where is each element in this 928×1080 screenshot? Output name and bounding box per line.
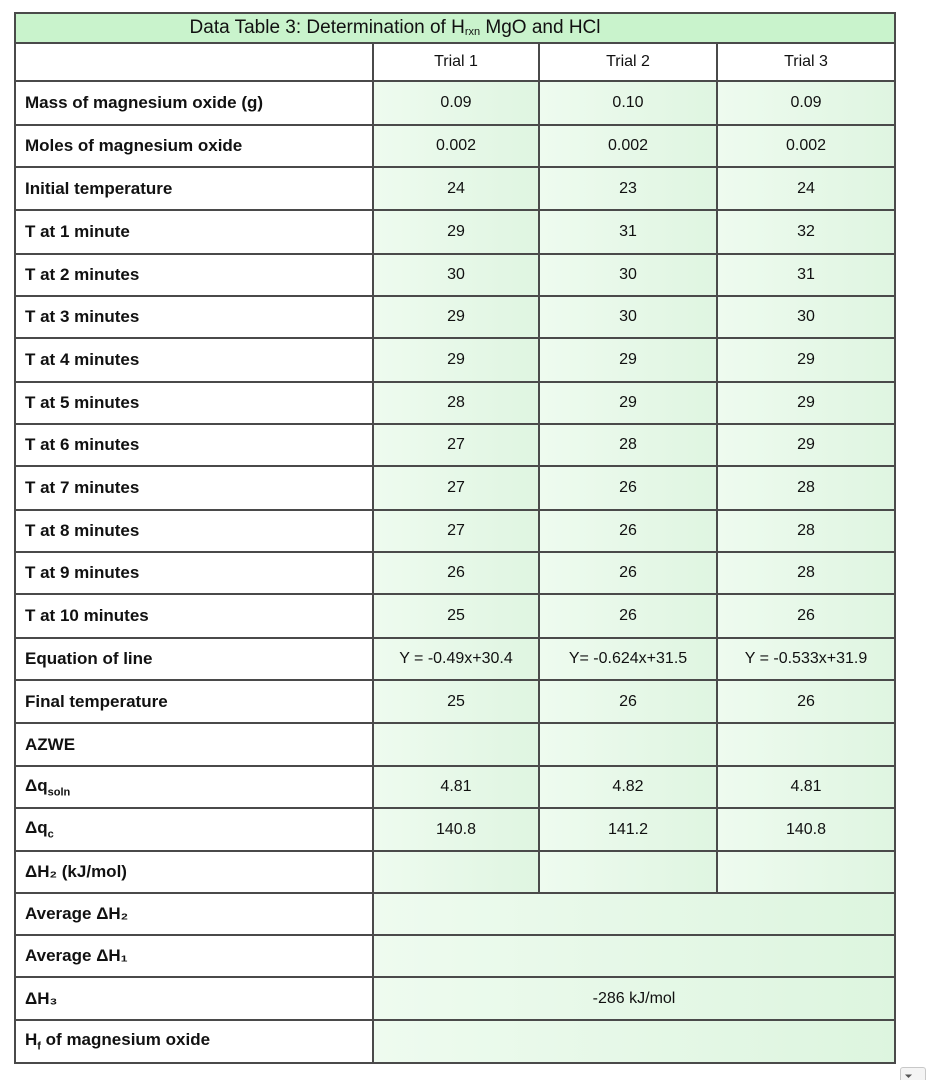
value-cell-trial-1 [373,851,539,893]
row-label-text: T at 1 minute [25,222,130,241]
value-cell-trial-2: 26 [539,680,717,723]
value-cell-trial-2: Y= -0.624x+31.5 [539,638,717,680]
summary-row [15,893,895,935]
row-label-text: T at 7 minutes [25,478,140,497]
table-row [15,382,895,424]
row-label [15,552,373,594]
row-label-text: Average ΔH₂ [25,904,129,923]
table-row [15,338,895,382]
table-row [15,638,895,680]
row-label [15,851,373,893]
value-cell-trial-2: 30 [539,254,717,296]
value-cell-trial-2: 29 [539,382,717,424]
table-row [15,510,895,552]
value-cell-trial-2 [539,851,717,893]
row-label-text: Δq [25,818,48,838]
value-cell-trial-2: 26 [539,466,717,510]
value-cell-trial-2: 26 [539,552,717,594]
row-label [15,935,373,977]
table-row [15,680,895,723]
value-cell-trial-3: 29 [717,424,895,466]
value-cell-trial-1: 27 [373,510,539,552]
row-label [15,167,373,210]
row-label-text: T at 4 minutes [25,350,140,369]
title-row [15,13,895,43]
row-label-suffix: of magnesium oxide [40,1030,211,1050]
row-label [15,466,373,510]
value-cell-trial-1: 29 [373,338,539,382]
value-cell-trial-3: 29 [717,382,895,424]
table-row [15,552,895,594]
value-cell-trial-1: 25 [373,594,539,638]
header-trial-1: Trial 1 [373,43,539,81]
value-cell-trial-1: 26 [373,552,539,594]
value-cell-trial-2: 141.2 [539,808,717,851]
table-row [15,254,895,296]
value-cell-trial-1: 29 [373,210,539,254]
row-label-text: T at 10 minutes [25,606,149,625]
value-cell-trial-3: 0.002 [717,125,895,167]
row-label [15,723,373,766]
summary-row [15,1020,895,1063]
value-cell-trial-1: 24 [373,167,539,210]
value-cell-trial-1: 4.81 [373,766,539,808]
header-trial-3: Trial 3 [717,43,895,81]
value-cell-trial-3: Y = -0.533x+31.9 [717,638,895,680]
row-label-text: T at 9 minutes [25,563,140,582]
row-label-text: T at 6 minutes [25,435,140,454]
row-label [15,680,373,723]
value-cell-trial-1: 28 [373,382,539,424]
header-trial-2: Trial 2 [539,43,717,81]
value-cell-trial-3: 28 [717,510,895,552]
table-row [15,766,895,808]
row-label [15,977,373,1020]
row-label-text: Moles of magnesium oxide [25,136,243,155]
value-cell-trial-3 [717,851,895,893]
value-cell-trial-2 [539,723,717,766]
value-cell-trial-2: 30 [539,296,717,338]
row-label [15,382,373,424]
value-cell-trial-1: 29 [373,296,539,338]
value-cell-trial-1: 140.8 [373,808,539,851]
row-label-text: T at 3 minutes [25,307,140,326]
value-cell-trial-1: 25 [373,680,539,723]
resize-handle-icon[interactable] [900,1067,926,1080]
summary-row [15,935,895,977]
table-title-suffix: MgO and HCl [480,17,601,38]
row-label-text: T at 5 minutes [25,393,140,412]
value-cell-trial-3: 26 [717,594,895,638]
row-label-subscript: c [47,828,54,841]
value-cell-trial-2: 23 [539,167,717,210]
value-cell-trial-3: 4.81 [717,766,895,808]
row-label-text: H [25,1030,38,1050]
value-cell-trial-1: 0.09 [373,81,539,125]
row-label [15,638,373,680]
row-label [15,125,373,167]
row-label [15,338,373,382]
value-cell-trial-3: 28 [717,466,895,510]
row-label [15,210,373,254]
table-row [15,594,895,638]
value-cell-trial-1: 27 [373,424,539,466]
table-row [15,424,895,466]
table-title [15,13,895,43]
value-cell-trial-1: 30 [373,254,539,296]
row-label [15,808,373,851]
summary-value-cell [373,935,895,977]
summary-value-cell: -286 kJ/mol [373,977,895,1020]
value-cell-trial-3: 32 [717,210,895,254]
value-cell-trial-3: 0.09 [717,81,895,125]
table-row [15,210,895,254]
data-table-3 [14,12,896,1064]
row-label-text: AZWE [25,734,76,754]
table-row [15,808,895,851]
row-label [15,1020,373,1063]
value-cell-trial-3: 28 [717,552,895,594]
value-cell-trial-2: 26 [539,510,717,552]
value-cell-trial-3: 24 [717,167,895,210]
row-label-subscript: soln [47,786,71,799]
value-cell-trial-3: 30 [717,296,895,338]
row-label [15,510,373,552]
value-cell-trial-2: 31 [539,210,717,254]
summary-row [15,977,895,1020]
summary-value-cell [373,1020,895,1063]
value-cell-trial-2: 0.002 [539,125,717,167]
value-cell-trial-1: 0.002 [373,125,539,167]
header-corner-cell [15,43,373,81]
value-cell-trial-3: 31 [717,254,895,296]
table-row [15,723,895,766]
row-label [15,766,373,808]
row-label-text: Final temperature [25,691,168,711]
row-label-text: Δq [25,775,48,795]
row-label [15,893,373,935]
row-label-text: T at 8 minutes [25,521,140,540]
value-cell-trial-2: 28 [539,424,717,466]
table-title-text: Data Table 3: Determination of H [189,17,465,38]
value-cell-trial-3: 29 [717,338,895,382]
table-row [15,851,895,893]
table-row [15,466,895,510]
row-label [15,594,373,638]
value-cell-trial-2: 29 [539,338,717,382]
row-label-text: Mass of magnesium oxide (g) [25,93,264,112]
value-cell-trial-3: 140.8 [717,808,895,851]
value-cell-trial-1: 27 [373,466,539,510]
value-cell-trial-3 [717,723,895,766]
row-label-text: Average ΔH₁ [25,946,128,965]
row-label [15,81,373,125]
value-cell-trial-2: 4.82 [539,766,717,808]
value-cell-trial-2: 0.10 [539,81,717,125]
header-row [15,43,895,81]
row-label-text: Equation of line [25,649,153,668]
row-label-subscript: f [37,1040,41,1053]
row-label-text: ΔH₃ [25,988,58,1008]
table-row [15,81,895,125]
table-row [15,125,895,167]
row-label-text: T at 2 minutes [25,265,140,284]
row-label [15,296,373,338]
row-label-text: ΔH₂ (kJ/mol) [25,862,127,881]
row-label-text: Initial temperature [25,178,173,198]
summary-value-cell [373,893,895,935]
table-title-subscript: rxn [464,26,481,38]
table-row [15,296,895,338]
row-label [15,254,373,296]
value-cell-trial-1 [373,723,539,766]
value-cell-trial-3: 26 [717,680,895,723]
table-row [15,167,895,210]
value-cell-trial-2: 26 [539,594,717,638]
row-label [15,424,373,466]
value-cell-trial-1: Y = -0.49x+30.4 [373,638,539,680]
